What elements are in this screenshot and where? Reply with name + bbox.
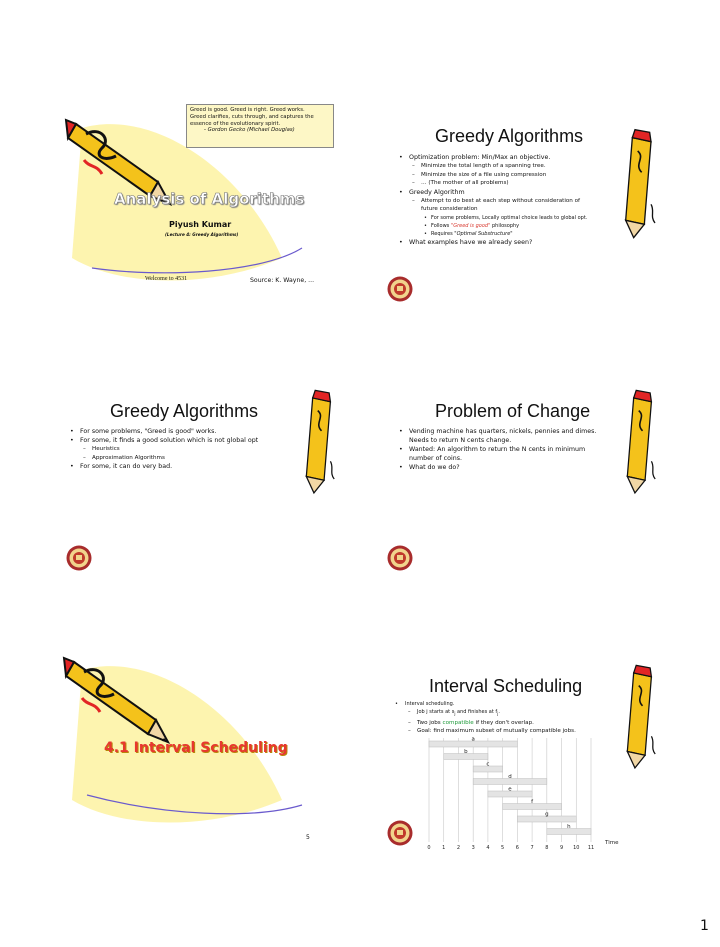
x-axis-label: Time bbox=[605, 840, 619, 846]
sub-bullet: – Goal: find maximum subset of mutually compatible jobs. bbox=[393, 727, 623, 736]
bullet: • For some, it finds a good solution which is not global opt bbox=[68, 436, 298, 445]
tick-label: 10 bbox=[573, 845, 580, 851]
slide-2 bbox=[383, 98, 659, 303]
highlight-text: compatible bbox=[442, 719, 474, 726]
slide-6-title: Interval Scheduling bbox=[429, 676, 583, 696]
bullet: • Interval scheduling. bbox=[393, 700, 623, 708]
bullet bbox=[397, 445, 627, 463]
slide-1-title: Analysis of Algorithms bbox=[114, 190, 305, 208]
bullet-text: Wanted: An algorithm to return the N cents in minimum bbox=[409, 446, 586, 453]
slide-6 bbox=[383, 640, 659, 855]
slide-4 bbox=[383, 365, 659, 575]
text: . bbox=[498, 709, 500, 715]
sub-bullet: – Minimize the size of a file using compression bbox=[397, 171, 622, 180]
italic-text: "Optimal Substructure" bbox=[454, 230, 513, 237]
tick-label: 8 bbox=[545, 845, 549, 851]
source-text: Source: K. Wayne, ... bbox=[250, 277, 315, 284]
tick-label: 1 bbox=[442, 845, 446, 851]
slide-2-title: Greedy Algorithms bbox=[435, 126, 584, 146]
university-seal-icon bbox=[387, 276, 413, 302]
tick-label: 2 bbox=[456, 845, 461, 851]
subscript: j bbox=[497, 711, 499, 716]
sub-bullet-text: Attempt to do best at each step without consideration of bbox=[421, 197, 581, 204]
sub-bullet-text: future consideration bbox=[421, 206, 478, 212]
slide-number: 5 bbox=[306, 834, 310, 841]
quote-attribution: - Gordon Gecko (Michael Douglas) bbox=[204, 127, 295, 134]
text: Two jobs bbox=[417, 719, 443, 726]
slide-3-title: Greedy Algorithms bbox=[110, 401, 259, 421]
sub-bullet bbox=[393, 719, 623, 728]
sub-bullet bbox=[393, 708, 623, 719]
bullet: • What do we do? bbox=[397, 463, 627, 472]
slide-3 bbox=[62, 365, 338, 575]
tick-label: 11 bbox=[587, 845, 595, 851]
tick-label: 6 bbox=[515, 845, 519, 851]
slide-4-title: Problem of Change bbox=[435, 401, 591, 421]
bullet: • Greedy Algorithm bbox=[397, 188, 622, 197]
author-name: Piyush Kumar bbox=[169, 220, 232, 229]
sub-sub-bullet bbox=[397, 222, 622, 230]
job-label: b bbox=[464, 749, 468, 755]
sub-bullet: – Heuristics bbox=[68, 445, 298, 454]
sub-bullet: – … (The mother of all problems) bbox=[397, 179, 622, 188]
sub-bullet bbox=[397, 197, 622, 214]
text: Job j starts at s bbox=[417, 709, 455, 715]
sub-sub-bullet: • For some problems, Locally optimal choice leads to global opt. bbox=[397, 214, 622, 222]
sub-bullet: – Approximation Algorithms bbox=[68, 454, 298, 463]
welcome-text: Welcome to 4531 bbox=[145, 276, 188, 282]
bullet-text: Needs to return N cents change. bbox=[409, 437, 512, 444]
quote-line-1: Greed is good. Greed is right. Greed works. bbox=[190, 107, 305, 113]
bullet: • What examples have we already seen? bbox=[397, 238, 622, 247]
university-seal-icon bbox=[66, 545, 92, 571]
text: if they don't overlap. bbox=[473, 719, 534, 726]
job-label: f bbox=[531, 799, 534, 805]
text: Requires bbox=[431, 230, 455, 237]
job-label: h bbox=[567, 824, 571, 830]
job-label: d bbox=[508, 774, 512, 780]
slide-5-title: 4.1 Interval Scheduling bbox=[104, 740, 288, 756]
job-label: g bbox=[545, 811, 549, 818]
tick-label: 9 bbox=[559, 845, 564, 851]
job-label: a bbox=[471, 736, 475, 743]
pencil-icon bbox=[64, 642, 174, 752]
university-seal-icon bbox=[387, 545, 413, 571]
page-footer-number: 1 bbox=[700, 918, 709, 934]
interval-chart bbox=[423, 736, 629, 851]
tick-label: 7 bbox=[530, 845, 534, 851]
bullet: • Optimization problem: Min/Max an objective. bbox=[397, 153, 622, 162]
text: philosophy bbox=[490, 222, 520, 229]
tick-label: 4 bbox=[486, 845, 490, 851]
lecture-subtitle: (Lecture 4: Greedy Algorithms) bbox=[165, 232, 239, 237]
bullet: • For some, it can do very bad. bbox=[68, 462, 298, 471]
highlight-text: "Greed is good" bbox=[450, 222, 491, 229]
pencil-icon bbox=[300, 365, 338, 555]
bullet: • For some problems, "Greed is good" works. bbox=[68, 427, 298, 436]
quote-line-2: Greed clarifies, cuts through, and captures the bbox=[190, 113, 314, 120]
university-seal-icon bbox=[387, 820, 413, 846]
bullet-text: number of coins. bbox=[409, 455, 462, 462]
tick-label: 0 bbox=[427, 845, 431, 851]
job-label: e bbox=[508, 786, 512, 793]
job-label: c bbox=[486, 761, 490, 768]
sub-bullet: – Minimize the total length of a spanning tree. bbox=[397, 162, 622, 171]
bullet bbox=[397, 427, 627, 445]
tick-label: 5 bbox=[501, 845, 505, 851]
quote-line-3: essence of the evolutionary spirit. bbox=[190, 120, 281, 127]
tick-label: 3 bbox=[471, 845, 475, 851]
text: Follows bbox=[431, 222, 451, 229]
slide-1 bbox=[62, 98, 338, 298]
quote-box bbox=[186, 104, 334, 148]
text: and finishes at f bbox=[455, 709, 498, 715]
subscript: j bbox=[454, 711, 456, 716]
sub-sub-bullet bbox=[397, 230, 622, 238]
slide-5 bbox=[62, 640, 338, 850]
bullet-text: Vending machine has quarters, nickels, pennies and dimes. bbox=[409, 428, 597, 435]
pencil-icon bbox=[619, 108, 659, 298]
